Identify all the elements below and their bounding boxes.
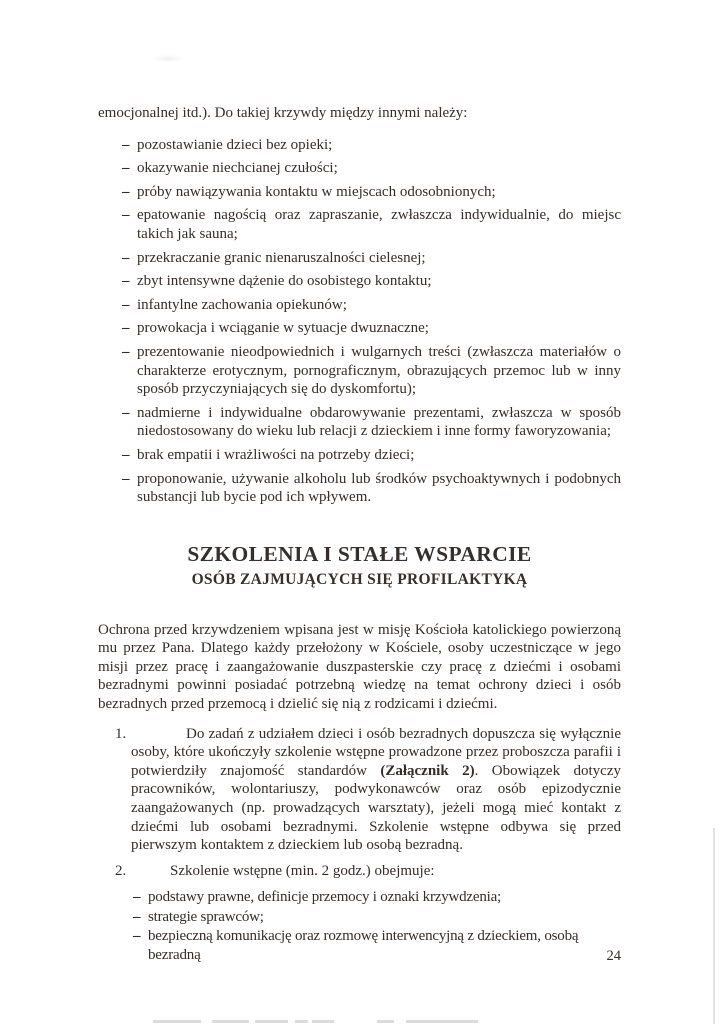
- bullet-text: prowokacja i wciąganie w sytuacje dwuznaczne;: [137, 320, 429, 337]
- item-text-after: . Obowiązek dotyczy pracowników, wolontariuszy, podwykonawców oraz osób epizodycznie zaangażowanych (np. prowadzących warsztaty), jeżeli mogą mieć kontakt z dziećmi lub osobami bezradnymi. Szkolenie wstępne odbywa się przed pierwszym kontaktem z dzieckiem lub osobą bezradną.: [131, 762, 621, 854]
- dash-marker: –: [122, 320, 130, 337]
- numbered-item-1: [115, 725, 621, 855]
- bullet-item: [122, 272, 621, 291]
- sub-bullet-text: strategie sprawców;: [148, 908, 264, 925]
- bullet-text: epatowanie nagością oraz zapraszanie, zwłaszcza indywidualnie, do miejsc takich jak sauna;: [137, 207, 621, 242]
- intro-line: emocjonalnej itd.). Do takiej krzywdy między innymi należy:: [98, 105, 468, 121]
- bullet-text: okazywanie niechcianej czułości;: [137, 160, 338, 177]
- numbered-item-2-text: Szkolenie wstępne (min. 2 godz.) obejmuje:: [170, 862, 435, 879]
- page-number: 24: [606, 948, 621, 964]
- scan-bottom-artifact: [255, 1020, 288, 1023]
- scan-bottom-artifact: [295, 1020, 308, 1023]
- sub-bullet-item: [133, 888, 621, 907]
- sub-bullet-text: podstawy prawne, definicje przemocy i oznaki krzywdzenia;: [148, 889, 502, 906]
- bullet-item: [122, 183, 621, 202]
- scan-bottom-artifact: [212, 1020, 249, 1023]
- harm-bullet-list: [98, 136, 621, 507]
- scan-edge-line-artifact: [713, 828, 715, 1024]
- dash-marker: –: [122, 296, 130, 313]
- dash-marker: –: [122, 160, 130, 177]
- bullet-item: [122, 446, 621, 465]
- bullet-text: proponowanie, używanie alkoholu lub środków psychoaktywnych i podobnych substancji lub bycie pod ich wpływem.: [137, 470, 621, 506]
- dash-marker: –: [122, 470, 130, 487]
- bullet-text: infantylne zachowania opiekunów;: [137, 296, 347, 313]
- bullet-item: [122, 296, 621, 315]
- bullet-item: [122, 136, 621, 155]
- bullet-text: brak empatii i wrażliwości na potrzeby dzieci;: [137, 446, 415, 463]
- item-text-before: Do zadań z udziałem dzieci i osób bezradnych dopuszcza się wyłącznie osoby, które ukończyły szkolenie wstępne prowadzone przez proboszcza parafii i potwierdziły znajomość standardów: [131, 725, 621, 779]
- scan-bottom-artifact: [406, 1020, 478, 1023]
- bullet-text: próby nawiązywania kontaktu w miejscach odosobnionych;: [137, 183, 496, 200]
- dash-marker: –: [122, 446, 130, 463]
- bullet-text: pozostawianie dzieci bez opieki;: [137, 136, 333, 153]
- numbered-item-1-text: [131, 725, 621, 855]
- item-number: 1.: [115, 725, 127, 742]
- page-content: [98, 0, 621, 965]
- bullet-text: przekraczanie granic nienaruszalności cielesnej;: [137, 249, 426, 266]
- bullet-item: [122, 404, 621, 441]
- sub-bullet-text: bezpieczną komunikację oraz rozmowę interwencyjną z dzieckiem, osobą bezradną: [148, 928, 579, 963]
- dash-marker: –: [122, 249, 130, 266]
- dash-marker: –: [122, 273, 130, 290]
- dash-marker: –: [122, 404, 130, 421]
- dash-marker: –: [122, 207, 130, 224]
- dash-marker: –: [133, 928, 141, 944]
- bullet-item: [122, 470, 621, 507]
- bullet-item: [122, 159, 621, 178]
- item-number: 2.: [115, 862, 127, 879]
- bullet-item: [122, 319, 621, 338]
- bullet-item: [122, 206, 621, 243]
- bullet-item: [122, 343, 621, 399]
- dash-marker: –: [122, 343, 130, 360]
- scan-bottom-artifact: [312, 1020, 334, 1023]
- section-subtitle: OSÓB ZAJMUJĄCYCH SIĘ PROFILAKTYKĄ: [191, 570, 528, 588]
- bullet-text: prezentowanie nieodpowiednich i wulgarnych treści (zwłaszcza materiałów o charakterze erotycznym, pornograficznym, obrazujących przemoc lub w inny sposób przyczyniających się do dyskomfortu);: [137, 343, 621, 398]
- bullet-text: nadmierne i indywidualne obdarowywanie prezentami, zwłaszcza w sposób niedostosowany do wieku lub relacji z dzieckiem i inne formy faworyzowania;: [137, 404, 621, 440]
- dash-marker: –: [122, 183, 130, 200]
- scan-bottom-artifact: [377, 1020, 394, 1023]
- dash-marker: –: [133, 908, 141, 925]
- scan-bottom-artifact: [153, 1020, 201, 1023]
- dash-marker: –: [133, 889, 141, 906]
- bullet-item: [122, 249, 621, 268]
- dash-marker: –: [122, 136, 130, 153]
- lead-paragraph: Ochrona przed krzywdzeniem wpisana jest w misję Kościoła katolickiego powierzoną mu przez Pana. Dlatego każdy przełożony w Kościele, osoby uczestniczące w jego misji przez pracę i zaangażowanie duszpasterskie czy pracę z dziećmi i osobami bezradnymi powinni posiadać potrzebną wiedzę na temat ochrony dzieci i osób bezradnych przed przemocą i dzielić się nią z rodzicami i dziećmi.: [98, 621, 621, 713]
- sub-bullet-item: [133, 908, 621, 927]
- section-title: SZKOLENIA I STAŁE WSPARCIE: [187, 541, 532, 566]
- attachment-reference: (Załącznik 2): [380, 762, 475, 779]
- bullet-text: zbyt intensywne dążenie do osobistego kontaktu;: [137, 273, 432, 290]
